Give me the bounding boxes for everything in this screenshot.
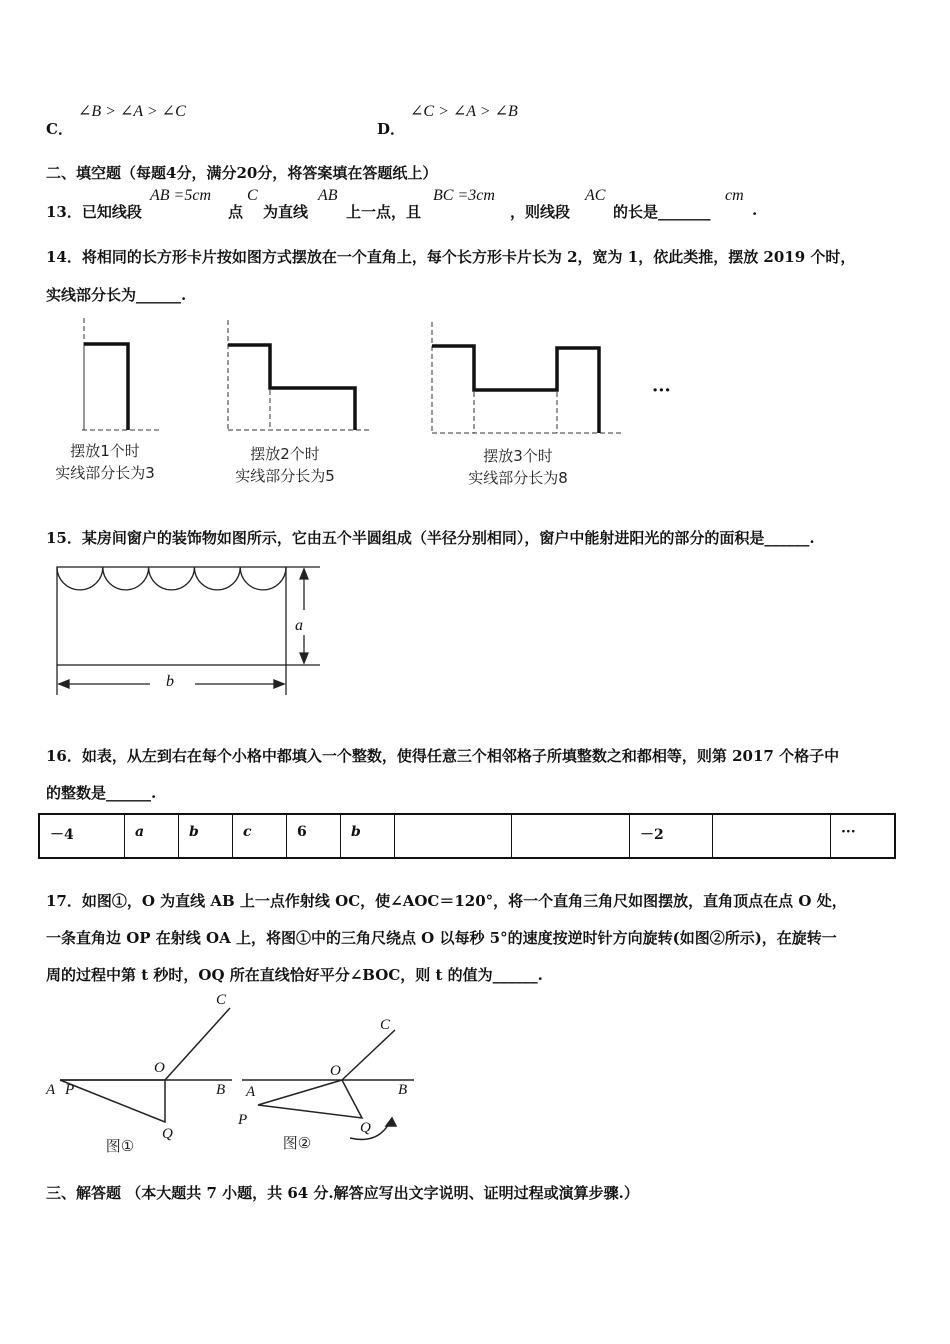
q17-line-2: 一条直角边 OP 在射线 OA 上，将图①中的三角尺绕点 O 以每秒 5°的速度按逆时针方向旋转(如图②所示)，在旋转一 — [46, 929, 837, 947]
q15-text: 15．某房间窗户的装饰物如图所示，它由五个半圆组成（半径分别相同），窗户中能射进阳光的部分的面积是______. — [46, 529, 815, 547]
q13-text-1: 13．已知线段 — [46, 203, 142, 221]
q14-fig2-solid — [228, 345, 355, 430]
q17-fig1-B: B — [216, 1082, 226, 1098]
q16-cell: ··· — [841, 824, 856, 840]
q14-line-1: 14．将相同的长方形卡片按如图方式摆放在一个直角上，每个长方形卡片长为 2，宽为 1，依此类推，摆放 2019 个时， — [46, 248, 856, 266]
q17-fig1-caption: 图① — [105, 1137, 135, 1155]
q15-window-figure — [0, 555, 950, 705]
q14-fig3-solid — [432, 346, 599, 433]
q17-fig2-C: C — [380, 1017, 391, 1033]
q16-cell: －2 — [630, 815, 713, 857]
option-d-expression: ∠C > ∠A > ∠B — [410, 103, 518, 120]
q17-line-1: 17．如图①，O 为直线 AB 上一点作射线 OC，使∠AOC＝120°，将一个直角三角尺如图摆放，直角顶点在点 O 处， — [46, 892, 847, 910]
q17-fig2-A: A — [246, 1084, 256, 1100]
q14-fig3-caption-1: 摆放3个时 — [483, 447, 553, 465]
q16-cell — [713, 815, 831, 857]
q17-fig2-P: P — [238, 1112, 248, 1128]
section-2-title: 二、填空题（每题4分，满分20分，将答案填在答题纸上） — [46, 164, 438, 182]
q17-fig1-A: A — [46, 1082, 56, 1098]
q14-line-2: 实线部分长为______. — [46, 286, 187, 304]
q17-fig2-B: B — [398, 1082, 408, 1098]
q13-text-7: . — [752, 201, 758, 219]
q16-cell — [512, 815, 630, 857]
q17-fig1-P: P — [65, 1082, 75, 1098]
q13-text-6: 的长是_______ — [613, 203, 711, 221]
q13-text-4: 上一点，且 — [346, 203, 422, 221]
q15-label-b: b — [166, 673, 174, 690]
q13-math-ac: AC — [585, 187, 606, 204]
q13-math-ab2: AB — [318, 187, 338, 204]
q15-label-a: a — [295, 617, 303, 634]
q17-fig2-caption: 图② — [282, 1134, 312, 1152]
q16-cell: b — [179, 815, 233, 857]
q13-math-ab: AB =5cm — [150, 187, 211, 204]
q13-math-cm: cm — [725, 187, 744, 204]
q16-cell: c — [233, 815, 287, 857]
section-3-title: 三、解答题 （本大题共 7 小题，共 64 分.解答应写出文字说明、证明过程或演算步骤.） — [46, 1184, 639, 1202]
option-d-label: D． — [377, 120, 406, 138]
q17-fig2-Q: Q — [360, 1120, 371, 1136]
q14-fig1-solid — [84, 344, 128, 430]
q16-line-2: 的整数是______. — [46, 784, 157, 802]
q16-line-1: 16．如表，从左到右在每个小格中都填入一个整数，使得任意三个相邻格子所填整数之和都相等，则第 2017 个格子中 — [46, 747, 840, 765]
q16-cell — [395, 815, 512, 857]
q13-math-bc: BC =3cm — [433, 187, 495, 204]
q14-fig1-caption-1: 摆放1个时 — [70, 442, 140, 460]
q14-fig2-caption-2: 实线部分长为5 — [235, 467, 335, 485]
q13-math-c: C — [247, 187, 258, 204]
q17-fig1-Q: Q — [162, 1126, 173, 1142]
q16-cell: －4 — [40, 815, 125, 857]
q14-fig1-caption-2: 实线部分长为3 — [55, 464, 155, 482]
q16-cell: b — [341, 815, 395, 857]
q13-text-2: 点 — [228, 203, 244, 221]
q16-cell: 6 — [287, 815, 341, 857]
q17-fig1-C: C — [216, 992, 227, 1008]
q13-text-5: ，则线段 — [510, 203, 571, 221]
option-c-label: C． — [46, 120, 73, 138]
q14-fig3-caption-2: 实线部分长为8 — [468, 469, 568, 487]
q16-table — [38, 813, 896, 859]
q17-line-3: 周的过程中第 t 秒时，OQ 所在直线恰好平分∠BOC，则 t 的值为______. — [46, 966, 543, 984]
q13-text-3: 为直线 — [263, 203, 309, 221]
q17-fig2-O: O — [330, 1063, 341, 1079]
q14-fig2-caption-1: 摆放2个时 — [250, 445, 320, 463]
q17-fig1-O: O — [154, 1060, 165, 1076]
q14-ellipsis: ··· — [652, 380, 671, 401]
option-c-expression: ∠B > ∠A > ∠C — [78, 103, 186, 120]
q16-cell: a — [125, 815, 179, 857]
